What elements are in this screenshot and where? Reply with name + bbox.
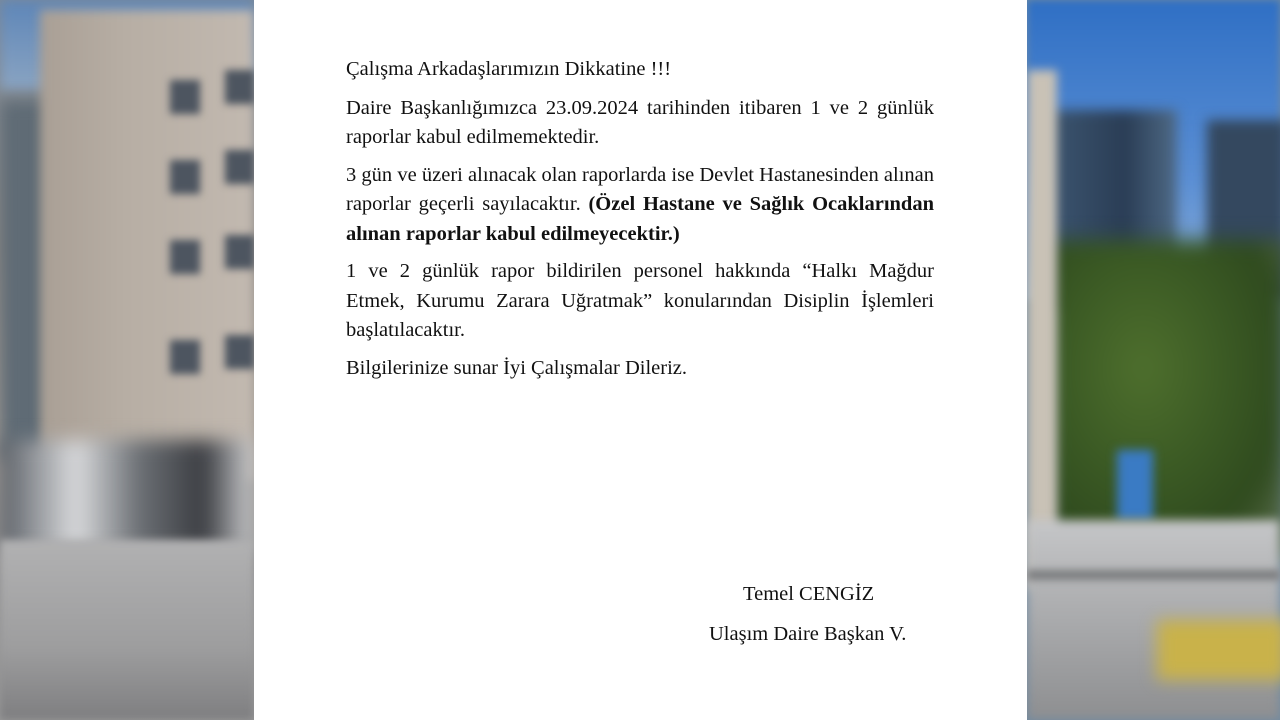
background-window [225,150,254,184]
background-window [225,335,254,369]
background-window [170,340,200,374]
background-window [170,160,200,194]
background-building [40,10,254,480]
notice-paragraph-2-text: 3 gün ve üzeri alınacak olan raporlarda ise Devlet Hastanesinden alınan raporlar geçerli sayılacaktır. [346,163,934,215]
background-window [170,80,200,114]
signature-name: Temel CENGİZ [743,583,875,605]
signature-title: Ulaşım Daire Başkan V. [709,623,907,645]
background-right-blurred [1027,0,1280,720]
notice-paragraph-3: 1 ve 2 günlük rapor bildirilen personel hakkında “Halkı Mağdur Etmek, Kurumu Zarara Uğratmak” konularından Disiplin İşlemleri başlatılacaktır. [346,260,934,341]
background-left-blurred [0,0,254,720]
notice-paragraph-2-bold: (Özel Hastane ve Sağlık Ocaklarından alınan raporlar kabul edilmeyecektir.) [346,193,934,245]
notice-closing: Bilgilerinize sunar İyi Çalışmalar Dileriz. [346,356,687,379]
background-sign [1117,450,1153,520]
notice-document [254,0,1027,720]
background-yellow-barrier [1157,620,1280,680]
background-window [225,70,254,104]
notice-paragraph-2 [346,161,934,250]
background-cars [0,440,254,550]
notice-paragraph-1: Daire Başkanlığımızca 23.09.2024 tarihinden itibaren 1 ve 2 günlük raporlar kabul edilmemektedir. [346,96,934,148]
background-trees [1047,240,1280,560]
notice-heading: Çalışma Arkadaşlarımızın Dikkatine !!! [346,58,672,80]
background-wall [1027,70,1057,590]
background-divider [1027,570,1280,580]
background-window [225,235,254,269]
background-window [170,240,200,274]
background-road [0,540,254,720]
notice-body [346,55,934,391]
